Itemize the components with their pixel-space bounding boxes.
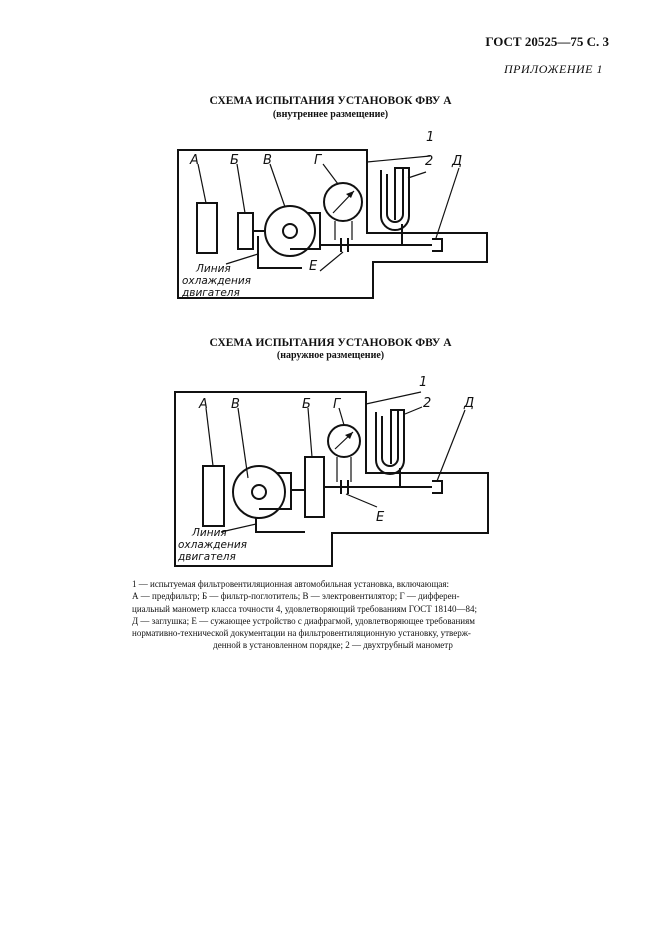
label-2: 2	[423, 396, 432, 411]
label-d: Д	[452, 154, 463, 169]
scheme1-subtitle: (внутреннее размещение)	[272, 109, 389, 120]
label-e: Е	[376, 510, 385, 525]
label-e: Е	[309, 259, 318, 274]
appendix-label: ПРИЛОЖЕНИЕ 1	[504, 62, 603, 76]
label-v: В	[231, 397, 240, 412]
scheme2-title: СХЕМА ИСПЫТАНИЯ УСТАНОВОК ФВУ А	[209, 337, 452, 349]
label-a: А	[190, 153, 199, 168]
scheme1-title: СХЕМА ИСПЫТАНИЯ УСТАНОВОК ФВУ А	[209, 95, 452, 107]
cooling-line-1: Линия	[196, 263, 231, 275]
label-2: 2	[425, 154, 434, 169]
cooling-line-3: двигателя	[178, 551, 236, 563]
label-g: Г	[333, 397, 341, 412]
legend-line: Д — заглушка; Е — сужающее устройство с диафрагмой, удовлетворяющее требованиям	[132, 615, 475, 626]
legend-line: 1 — испытуемая фильтровентиляционная автомобильная установка, включающая:	[132, 579, 450, 589]
document-header: ГОСТ 20525—75 С. 3	[485, 34, 609, 49]
cooling-line-1: Линия	[192, 527, 227, 539]
figure-legend	[132, 578, 534, 652]
label-a: А	[199, 397, 208, 412]
label-d: Д	[464, 396, 475, 411]
cooling-line-3: двигателя	[182, 287, 240, 299]
label-g: Г	[314, 153, 322, 168]
cooling-line-2: охлаждения	[178, 539, 247, 551]
legend-line: денной в установленном порядке; 2 — двухтрубный манометр	[213, 640, 453, 651]
scheme1-diagram	[0, 128, 661, 303]
legend-line: циальный манометр класса точности 4, удовлетворяющий требованиям ГОСТ 18140—84;	[132, 603, 478, 614]
label-b: Б	[230, 153, 239, 168]
legend-line: А — предфильтр; Б — фильтр-поглотитель; В — электровентилятор; Г — дифферен-	[132, 591, 460, 602]
legend-line: нормативно-технической документации на фильтровентиляционную установку, утверж-	[132, 628, 471, 639]
label-1: 1	[426, 130, 435, 145]
scheme2-subtitle: (наружное размещение)	[276, 350, 385, 361]
label-v: В	[263, 153, 272, 168]
label-b: Б	[302, 397, 311, 412]
label-1: 1	[419, 375, 428, 390]
scheme2-diagram	[0, 372, 661, 567]
cooling-line-2: охлаждения	[182, 275, 251, 287]
